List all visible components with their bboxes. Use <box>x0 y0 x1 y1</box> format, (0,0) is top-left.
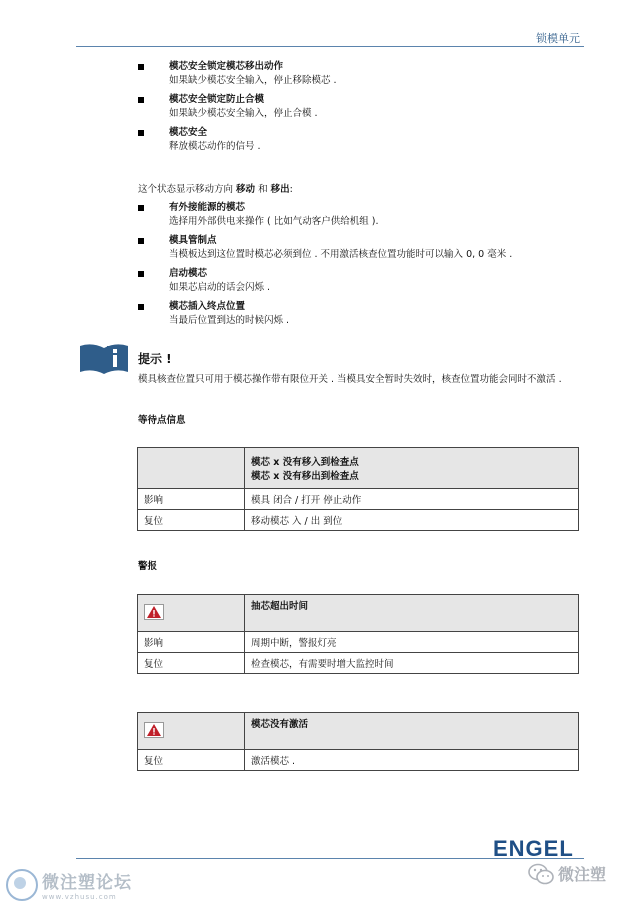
watermark-left <box>6 868 132 901</box>
watermark-left-title: 微注塑论坛 <box>42 873 132 893</box>
table-header-row <box>138 448 579 489</box>
list-item-desc: 释放模芯动作的信号 . <box>169 141 261 152</box>
table-row-value: 周期中断，警报灯亮 <box>245 632 579 653</box>
alarm-message: 模芯没有激活 <box>245 713 579 750</box>
list-item <box>138 267 512 295</box>
bullet-icon <box>138 130 144 136</box>
list-item <box>138 300 512 328</box>
direction-sentence <box>138 183 293 197</box>
header-rule <box>76 46 584 47</box>
bullet-list-safety <box>138 60 337 159</box>
list-item-desc: 如果缺少模芯安全输入，停止移除模芯 . <box>169 75 337 86</box>
table-row-label: 影响 <box>138 632 245 653</box>
table-row-label: 复位 <box>138 750 245 771</box>
bullet-icon <box>138 205 144 211</box>
footer-rule <box>76 858 584 859</box>
table-header-row <box>138 713 579 750</box>
alarm-table-inactive <box>137 712 579 771</box>
status-section-label: 等待点信息 <box>138 415 186 426</box>
direction-suffix: : <box>289 184 293 195</box>
direction-mid: 和 <box>255 184 271 195</box>
list-item-title: 模芯插入终点位置 <box>169 301 246 312</box>
table-row-value: 激活模芯 . <box>245 750 579 771</box>
list-item-title: 模芯安全 <box>169 127 208 138</box>
list-item <box>138 201 512 229</box>
list-item-desc: 选择用外部供电来操作 ( 比如气动客户供给机组 ). <box>169 216 379 227</box>
wechat-icon <box>528 863 554 885</box>
table-row <box>138 489 579 510</box>
warning-icon <box>144 604 164 620</box>
watermark-right-title: 微注塑 <box>558 865 607 884</box>
tip-title: 提示 ! <box>138 352 172 366</box>
direction-prefix: 这个状态显示移动方向 <box>138 184 237 195</box>
list-item-desc: 如果芯启动的话会闪烁 . <box>169 282 271 293</box>
bullet-icon <box>138 304 144 310</box>
table-row-value: 模具 闭合 / 打开 停止动作 <box>245 489 579 510</box>
list-item-desc: 如果缺少模芯安全输入，停止合模 . <box>169 108 318 119</box>
status-table <box>137 447 579 531</box>
table-header-text <box>245 448 579 489</box>
bullet-icon <box>138 271 144 277</box>
table-row-label: 影响 <box>138 489 245 510</box>
alarm-message: 抽芯超出时间 <box>245 595 579 632</box>
list-item-title: 模芯安全锁定模芯移出动作 <box>169 61 284 72</box>
list-item-title: 模具管制点 <box>169 235 217 246</box>
bullet-list-status <box>138 201 512 333</box>
table-row-label: 复位 <box>138 510 245 531</box>
list-item-title: 启动模芯 <box>169 268 208 279</box>
direction-word-move: 移动 <box>236 184 256 195</box>
table-row <box>138 750 579 771</box>
list-item-desc: 当最后位置到达的时候闪烁 . <box>169 315 290 326</box>
page-header-title: 锁模单元 <box>536 32 580 45</box>
bullet-icon <box>138 64 144 70</box>
list-item <box>138 126 337 154</box>
status-message-2: 模芯 x 没有移出到检查点 <box>251 471 359 482</box>
tip-text: 模具核查位置只可用于模芯操作带有限位开关 . 当模具安全暂时失效时，核查位置功能会同时不激活 . <box>138 374 562 385</box>
watermark-right <box>528 862 606 885</box>
alarm-section-label: 警报 <box>138 561 158 572</box>
table-row <box>138 653 579 674</box>
alarm-table-timeout <box>137 594 579 674</box>
table-row-value: 移动模芯 入 / 出 到位 <box>245 510 579 531</box>
list-item-title: 有外接能源的模芯 <box>169 202 246 213</box>
watermark-left-url: www.vzhusu.com <box>42 893 117 901</box>
list-item <box>138 93 337 121</box>
table-header-icon-cell <box>138 713 245 750</box>
table-row-label: 复位 <box>138 653 245 674</box>
list-item <box>138 60 337 88</box>
bullet-icon <box>138 97 144 103</box>
table-row-value: 检查模芯，有需要时增大监控时间 <box>245 653 579 674</box>
forum-logo-icon <box>6 869 38 901</box>
warning-icon <box>144 722 164 738</box>
table-row <box>138 510 579 531</box>
table-row <box>138 632 579 653</box>
table-header-row <box>138 595 579 632</box>
bullet-icon <box>138 238 144 244</box>
engel-logo: ENGEL <box>493 836 574 861</box>
table-header-empty <box>138 448 245 489</box>
status-message-1: 模芯 x 没有移入到检查点 <box>251 457 359 468</box>
list-item-title: 模芯安全锁定防止合模 <box>169 94 265 105</box>
direction-word-out: 移出 <box>270 184 290 195</box>
list-item-desc: 当模板达到这位置时模芯必须到位 . 不用激活核查位置功能时可以输入 0, 0 毫米 . <box>169 249 513 260</box>
info-book-icon <box>78 340 130 376</box>
list-item <box>138 234 512 262</box>
table-header-icon-cell <box>138 595 245 632</box>
